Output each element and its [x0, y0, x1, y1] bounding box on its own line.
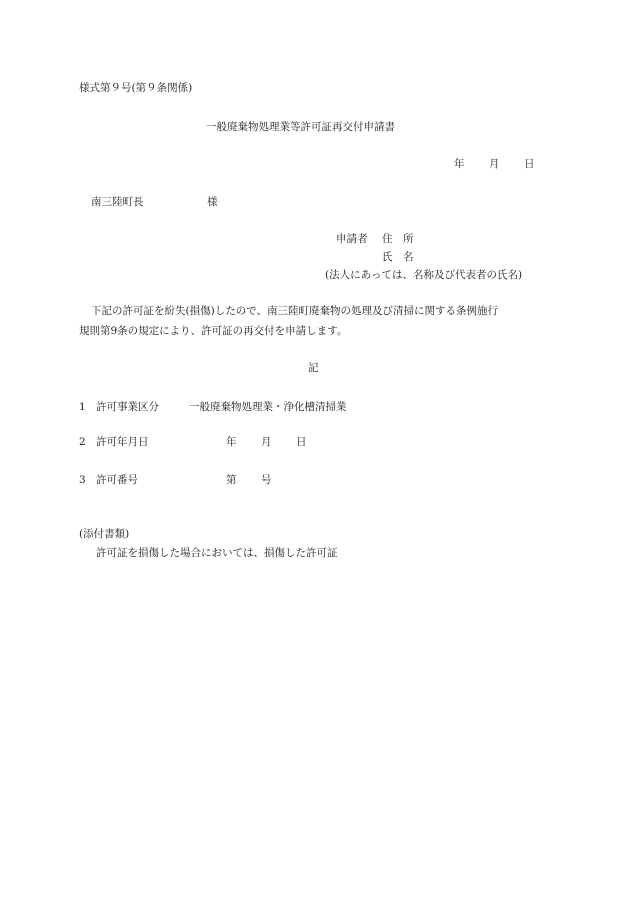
item-1-value: 一般廃棄物処理業・浄化槽清掃業	[189, 401, 347, 413]
date-year-label: 年	[454, 158, 465, 170]
item-1-label: 許可事業区分	[96, 401, 159, 413]
item-2-label: 許可年月日	[96, 436, 149, 448]
date-day-label: 日	[524, 158, 535, 170]
document-title: 一般廃棄物処理業等許可証再交付申請書	[206, 121, 395, 133]
item-3-number: 3	[79, 474, 86, 486]
applicant-note: (法人にあっては、名称及び代表者の氏名)	[325, 269, 523, 281]
attachments-text: 許可証を損傷した場合においては、損傷した許可証	[96, 547, 338, 559]
form-number: 様式第９号(第９条関係)	[79, 82, 193, 94]
applicant-address-label: 住 所	[382, 233, 414, 245]
item-2-day: 日	[296, 436, 307, 448]
item-1-number: 1	[79, 401, 86, 413]
date-month-label: 月	[489, 158, 500, 170]
item-3-suffix: 号	[261, 474, 272, 486]
item-3-label: 許可番号	[96, 474, 138, 486]
addressee-honorific: 様	[207, 196, 218, 208]
ki-heading: 記	[308, 362, 319, 374]
item-2-month: 月	[261, 436, 272, 448]
applicant-label: 申請者	[336, 233, 368, 245]
item-2-number: 2	[79, 436, 86, 448]
item-3-prefix: 第	[226, 474, 237, 486]
attachments-heading: (添付書類)	[79, 528, 130, 540]
body-line-1: 下記の許可証を紛失(損傷)したので、南三陸町廃棄物の処理及び清掃に関する条例施行	[91, 305, 498, 317]
body-line-2: 規則第9条の規定により、許可証の再交付を申請します。	[79, 325, 348, 337]
item-2-year: 年	[226, 436, 237, 448]
addressee-name: 南三陸町長	[91, 196, 144, 208]
applicant-name-label: 氏 名	[382, 251, 414, 263]
